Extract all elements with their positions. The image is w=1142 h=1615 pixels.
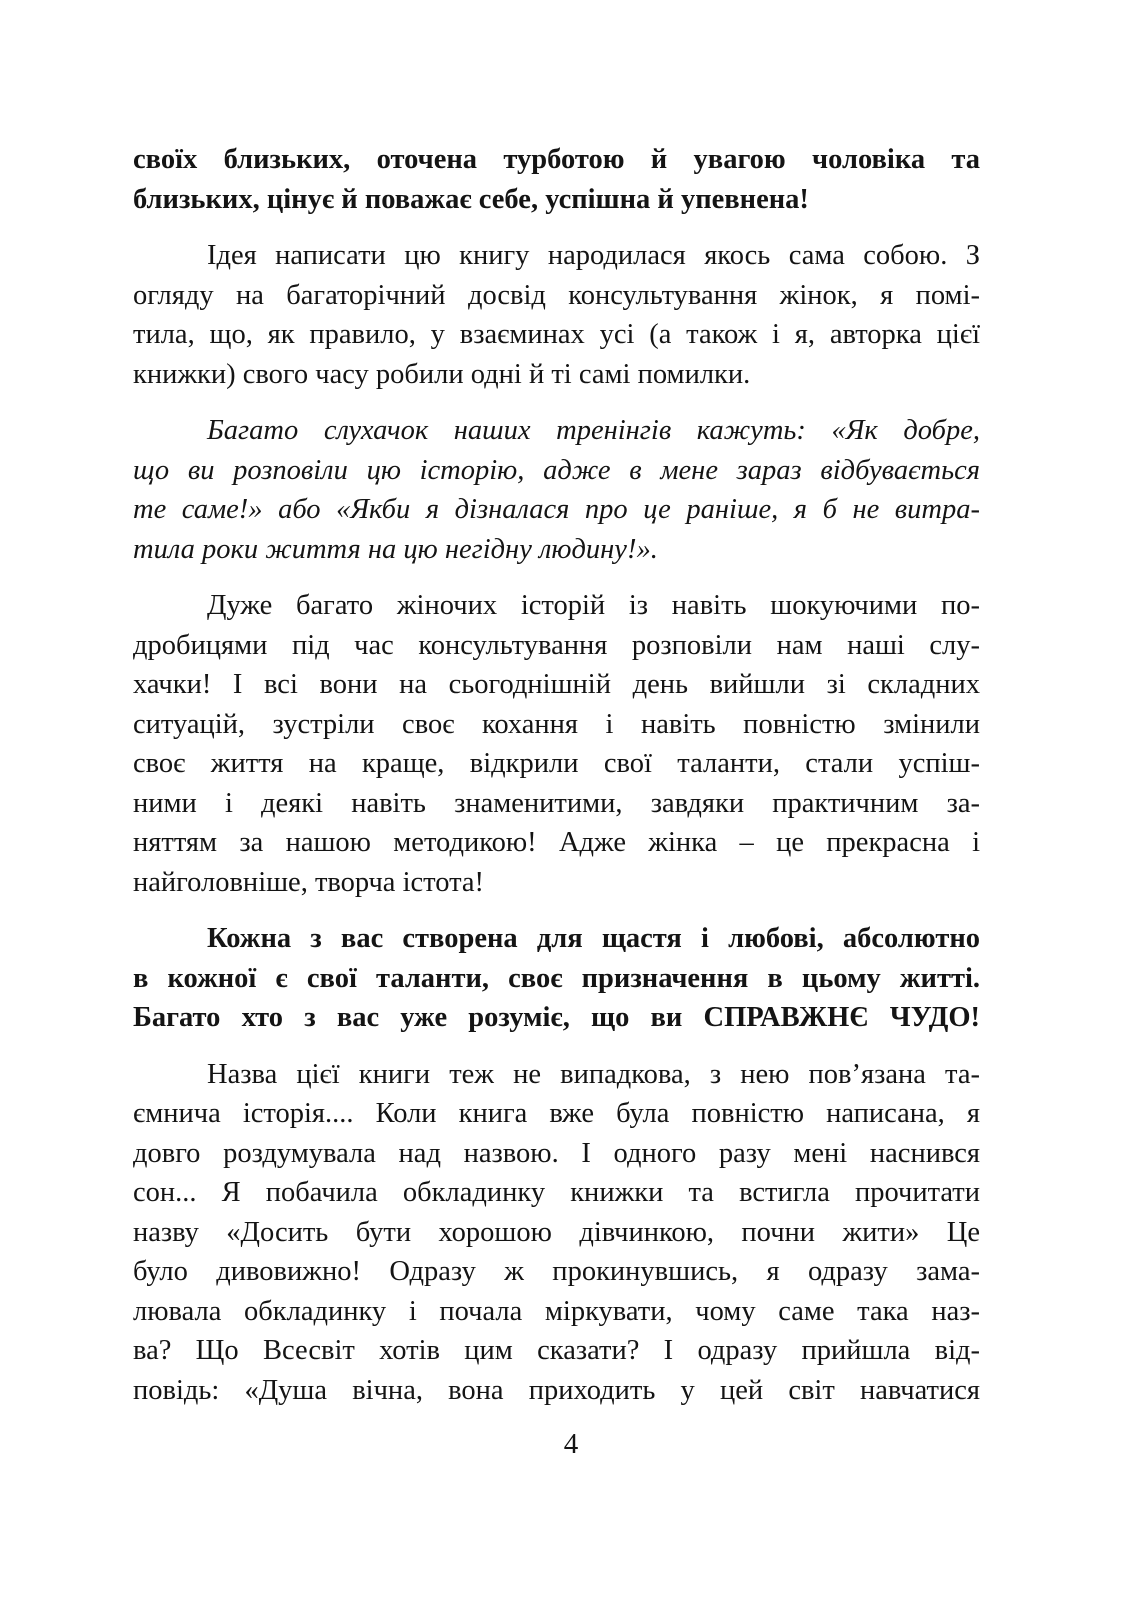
text-line: найголовніше, творча істота!	[133, 866, 485, 898]
paragraph	[133, 1055, 980, 1411]
text-line: Дуже багато жіночих історій із навіть шокуючими по-	[207, 590, 980, 621]
paragraph	[133, 586, 980, 902]
text-line: було дивовижно! Одразу ж прокинувшись, я одразу зама-	[133, 1256, 980, 1287]
text-line: ними і деякі навіть знаменитими, завдяки практичним за-	[133, 787, 980, 819]
text-line: няттям за нашою методикою! Адже жінка – це прекрасна і	[133, 827, 980, 858]
text-line: Багато хто з вас уже розуміє, що ви СПРАВЖНЄ ЧУДО!	[133, 1002, 980, 1033]
text-line: Назва цієї книги теж не випадкова, з нею пов’язана та-	[207, 1058, 980, 1090]
text-line: тила роки життя на цю негідну людину!».	[133, 533, 658, 565]
text-line: ситуацій, зустріли своє кохання і навіть повністю змінили	[133, 708, 980, 740]
paragraph	[133, 411, 980, 569]
paragraph	[133, 919, 980, 1038]
text-line: своє життя на краще, відкрили свої таланти, стали успіш-	[133, 748, 980, 779]
text-line: повідь: «Душа вічна, вона приходить у цей світ навчатися	[133, 1374, 980, 1406]
paragraph	[133, 140, 980, 219]
text-line: хачки! І всі вони на сьогоднішній день вийшли зі складних	[133, 669, 980, 700]
text-line: довго роздумувала над назвою. І одного разу мені наснився	[133, 1137, 980, 1169]
text-line: що ви розповіли цю історію, адже в мене зараз відбувається	[133, 454, 980, 486]
page-body	[133, 140, 980, 1427]
page-number: 4	[563, 1428, 579, 1460]
text-line: тила, що, як правило, у взаєминах усі (а також і я, авторка цієї	[133, 319, 980, 350]
text-line: лювала обкладинку і почала міркувати, чому саме така наз-	[133, 1295, 980, 1327]
text-line: назву «Досить бути хорошою дівчинкою, почни жити» Це	[133, 1216, 980, 1248]
text-line: Кожна з вас створена для щастя і любові, абсолютно	[207, 923, 980, 954]
text-line: Ідея написати цю книгу народилася якось сама собою. З	[207, 240, 980, 271]
text-line: огляду на багаторічний досвід консультування жінок, я помі-	[133, 279, 980, 311]
text-line: Багато слухачок наших тренінгів кажуть: «Як добре,	[207, 415, 980, 446]
paragraph	[133, 236, 980, 394]
text-line: книжки) свого часу робили одні й ті самі помилки.	[133, 358, 751, 390]
text-line: дробицями під час консультування розповіли нам наші слу-	[133, 629, 980, 661]
text-line: сон... Я побачила обкладинку книжки та встигла прочитати	[133, 1177, 980, 1208]
text-line: те саме!» або «Якби я дізналася про це раніше, я б не витра-	[133, 494, 980, 525]
text-line: близьких, цінує й поважає себе, успішна й упевнена!	[133, 183, 809, 215]
text-line: ємнича історія.... Коли книга вже була повністю написана, я	[133, 1098, 980, 1129]
text-line: своїх близьких, оточена турботою й увагою чоловіка та	[133, 144, 980, 175]
text-line: ва? Що Всесвіт хотів цим сказати? І одразу прийшла від-	[133, 1335, 980, 1366]
text-line: в кожної є свої таланти, своє призначення в цьому житті.	[133, 962, 980, 994]
